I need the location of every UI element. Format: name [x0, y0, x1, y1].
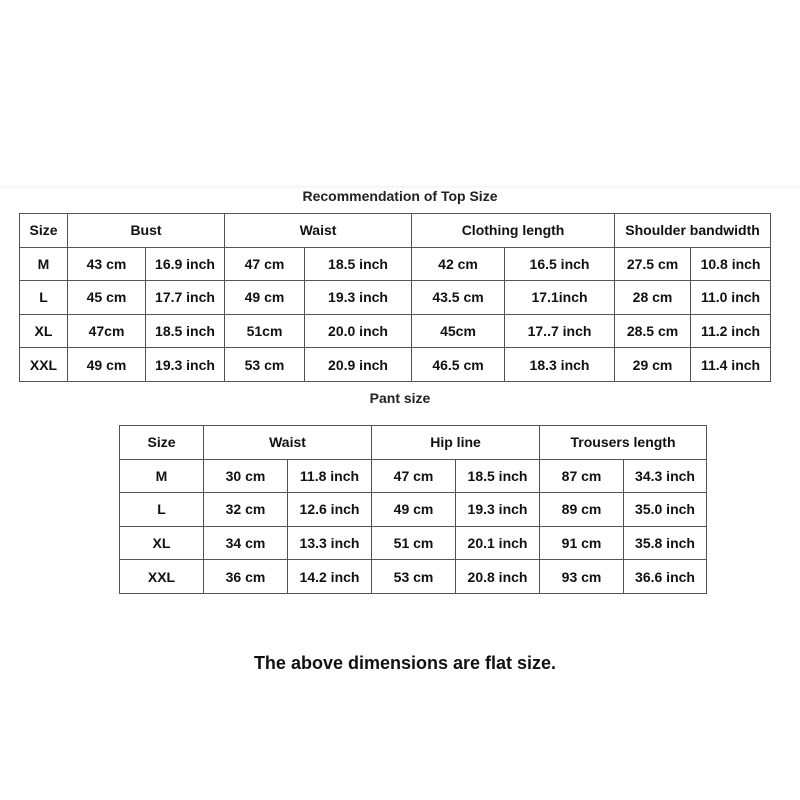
table-cell: 20.1 inch: [456, 526, 540, 560]
table-cell: 28.5 cm: [615, 314, 691, 348]
table-cell: 93 cm: [540, 560, 624, 594]
table-cell: 11.0 inch: [691, 281, 771, 315]
table-header-row: [120, 426, 707, 460]
table-cell: 32 cm: [204, 493, 288, 527]
table-row: [120, 493, 707, 527]
table-cell: 49 cm: [372, 493, 456, 527]
table-cell: 16.9 inch: [146, 247, 225, 281]
header-size: Size: [120, 426, 204, 460]
table-cell: 45cm: [412, 314, 505, 348]
size-cell: L: [120, 493, 204, 527]
table-row: [120, 459, 707, 493]
table-cell: 13.3 inch: [288, 526, 372, 560]
header-waist: Waist: [204, 426, 372, 460]
table-cell: 16.5 inch: [505, 247, 615, 281]
table-row: [20, 281, 771, 315]
table-cell: 47 cm: [225, 247, 305, 281]
table-cell: 19.3 inch: [305, 281, 412, 315]
table-cell: 18.5 inch: [456, 459, 540, 493]
table-cell: 28 cm: [615, 281, 691, 315]
top-size-table: [19, 213, 771, 382]
table-cell: 27.5 cm: [615, 247, 691, 281]
table-cell: 49 cm: [225, 281, 305, 315]
size-cell: XXL: [20, 348, 68, 382]
table-cell: 29 cm: [615, 348, 691, 382]
table-cell: 43 cm: [68, 247, 146, 281]
table-cell: 17.1inch: [505, 281, 615, 315]
header-size: Size: [20, 214, 68, 248]
table-cell: 45 cm: [68, 281, 146, 315]
table-cell: 53 cm: [372, 560, 456, 594]
table-cell: 19.3 inch: [456, 493, 540, 527]
table-cell: 14.2 inch: [288, 560, 372, 594]
size-cell: XL: [120, 526, 204, 560]
table-cell: 34 cm: [204, 526, 288, 560]
table-header-row: [20, 214, 771, 248]
header-hip-line: Hip line: [372, 426, 540, 460]
size-cell: XXL: [120, 560, 204, 594]
table-cell: 36 cm: [204, 560, 288, 594]
table-cell: 53 cm: [225, 348, 305, 382]
pant-size-table: [119, 425, 707, 594]
table-cell: 30 cm: [204, 459, 288, 493]
table-row: [20, 247, 771, 281]
header-trousers-length: Trousers length: [540, 426, 707, 460]
table-cell: 10.8 inch: [691, 247, 771, 281]
top-size-title: Recommendation of Top Size: [302, 188, 498, 204]
pant-size-title: Pant size: [369, 390, 431, 406]
table-cell: 87 cm: [540, 459, 624, 493]
table-cell: 18.3 inch: [505, 348, 615, 382]
table-cell: 49 cm: [68, 348, 146, 382]
table-cell: 17.7 inch: [146, 281, 225, 315]
footer-note: The above dimensions are flat size.: [253, 653, 557, 673]
table-cell: 47 cm: [372, 459, 456, 493]
table-cell: 46.5 cm: [412, 348, 505, 382]
table-cell: 12.6 inch: [288, 493, 372, 527]
table-cell: 35.8 inch: [624, 526, 707, 560]
size-cell: XL: [20, 314, 68, 348]
table-cell: 89 cm: [540, 493, 624, 527]
table-cell: 51 cm: [372, 526, 456, 560]
header-clothing-length: Clothing length: [412, 214, 615, 248]
table-cell: 20.0 inch: [305, 314, 412, 348]
table-row: [120, 526, 707, 560]
table-cell: 36.6 inch: [624, 560, 707, 594]
table-cell: 11.8 inch: [288, 459, 372, 493]
table-cell: 91 cm: [540, 526, 624, 560]
table-row: [20, 348, 771, 382]
table-cell: 47cm: [68, 314, 146, 348]
table-cell: 34.3 inch: [624, 459, 707, 493]
table-row: [120, 560, 707, 594]
table-cell: 17..7 inch: [505, 314, 615, 348]
header-shoulder-bandwidth: Shoulder bandwidth: [615, 214, 771, 248]
table-cell: 11.4 inch: [691, 348, 771, 382]
size-cell: L: [20, 281, 68, 315]
table-cell: 20.9 inch: [305, 348, 412, 382]
table-cell: 51cm: [225, 314, 305, 348]
header-bust: Bust: [68, 214, 225, 248]
table-row: [20, 314, 771, 348]
table-cell: 11.2 inch: [691, 314, 771, 348]
table-cell: 19.3 inch: [146, 348, 225, 382]
size-cell: M: [120, 459, 204, 493]
table-cell: 20.8 inch: [456, 560, 540, 594]
table-cell: 42 cm: [412, 247, 505, 281]
table-cell: 43.5 cm: [412, 281, 505, 315]
table-cell: 35.0 inch: [624, 493, 707, 527]
table-cell: 18.5 inch: [146, 314, 225, 348]
header-waist: Waist: [225, 214, 412, 248]
table-cell: 18.5 inch: [305, 247, 412, 281]
size-cell: M: [20, 247, 68, 281]
